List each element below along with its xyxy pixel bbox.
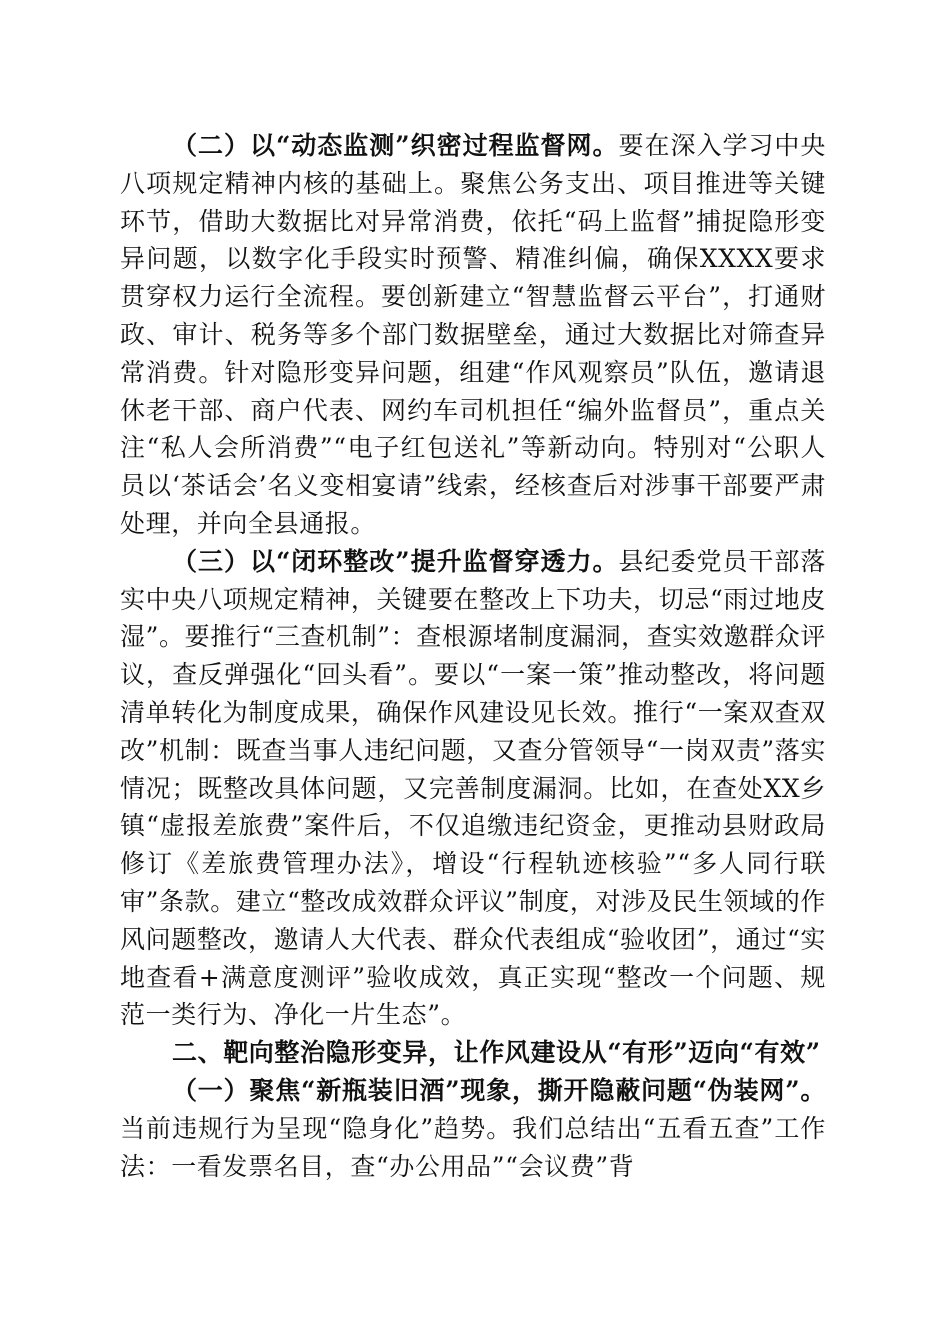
- paragraph-text: 要在深入学习中央八项规定精神内核的基础上。聚焦公务支出、项目推进等关键环节，借助大数据比对异常消费，依托“码上监督”捕捉隐形变异问题，以数字化手段实时预警、精准纠偏，确保XXXX要求贯穿权力运行全流程。要创新建立“智慧监督云平台”，打通财政、审计、税务等多个部门数据壁垒，通过大数据比对筛查异常消费。针对隐形变异问题，组建“作风观察员”队伍，邀请退休老干部、商户代表、网约车司机担任“编外监督员”，重点关注“私人会所消费”“电子红包送礼”等新动向。特别对“公职人员以‘茶话会’名义变相宴请”线索，经核查后对涉事干部要严肃处理，并向全县通报。: [120, 131, 826, 538]
- section-heading: 二、靶向整治隐形变异，让作风建设从“有形”迈向“有效”: [172, 1038, 821, 1068]
- paragraph-lead: （三）以“闭环整改”提升监督穿透力。: [172, 546, 619, 576]
- paragraph-new-bottle-old-wine: [120, 1072, 826, 1185]
- paragraph-closed-loop-rectification: [120, 543, 826, 1034]
- paragraph-lead: （一）聚焦“新瓶装旧酒”现象，撕开隐蔽问题“伪装网”。: [172, 1075, 826, 1105]
- paragraph-dynamic-monitoring: [120, 127, 826, 543]
- paragraph-lead: （二）以“动态监测”织密过程监督网。: [172, 131, 619, 160]
- paragraph-text: 县纪委党员干部落实中央八项规定精神，关键要在整改上下功夫，切忌“雨过地皮湿”。要推行“三查机制”：查根源堵制度漏洞，查实效邀群众评议，查反弹强化“回头看”。要以“一案一策”推动整改，将问题清单转化为制度成果，确保作风建设见长效。推行“一案双查双改”机制：既查当事人违纪问题，又查分管领导“一岗双责”落实情况；既整改具体问题，又完善制度漏洞。比如，在查处XX乡镇“虚报差旅费”案件后，不仅追缴违纪资金，更推动县财政局修订《差旅费管理办法》，增设“行程轨迹核验”“多人同行联审”条款。建立“整改成效群众评议”制度，对涉及民生领域的作风问题整改，邀请人大代表、群众代表组成“验收团”，通过“实地查看+满意度测评”验收成效，真正实现“整改一个问题、规范一类行为、净化一片生态”。: [120, 546, 826, 1030]
- paragraph-text: 当前违规行为呈现“隐身化”趋势。我们总结出“五看五查”工作法：一看发票名目，查“办公用品”“会议费”背: [120, 1113, 826, 1181]
- document-body: [120, 127, 826, 1185]
